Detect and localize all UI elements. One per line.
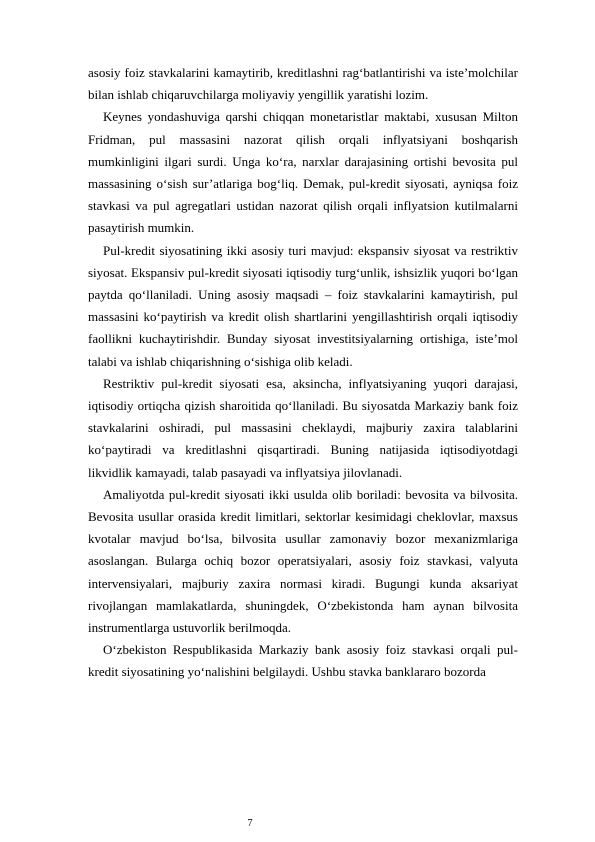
paragraph-policy-types: Pul-kredit siyosatining ikki asosiy turi mavjud: ekspansiv siyosat va restriktiv siyosat. Ekspansiv pul-kredit siyosati iqtisodiy turg‘unlik, ishsizlik yuqori bo‘lgan paytda qo‘llaniladi. Uning asosiy maqsadi – foiz stavkalarini kamaytirish, pul massasini ko‘paytirish va kredit olish shartlarini yengillashtirish orqali iqtisodiy faollikni kuchaytirishdir. Bunday siyosat investitsiyalarning ortishiga, iste’mol talabi va ishlab chiqarishning o‘sishiga olib keladi. bbox=[88, 242, 518, 369]
paragraph-continuation: asosiy foiz stavkalarini kamaytirib, kreditlashni rag‘batlantirishi va iste’molchilar bilan ishlab chiqaruvchilarga moliyaviy yengillik yaratishi lozim. bbox=[88, 65, 518, 103]
paragraph-uzbekistan-central-bank: O‘zbekiston Respublikasida Markaziy bank asosiy foiz stavkasi orqali pul-kredit siyosatining yo‘nalishini belgilaydi. Ushbu stavka banklararo bozorda bbox=[88, 642, 518, 680]
document-page bbox=[88, 62, 518, 684]
paragraph-monetarists: Keynes yondashuviga qarshi chiqqan monetaristlar maktabi, xususan Milton Fridman, pul massasini nazorat qilish orqali inflyatsiyani boshqarish mumkinligini ilgari surdi. Unga ko‘ra, narxlar darajasining ortishi bevosita pul massasining o‘sish sur’atlariga bog‘liq. Demak, pul-kredit siyosati, ayniqsa foiz stavkasi va pul agregatlari ustidan nazorat qilish orqali inflyatsion kutilmalarni pasaytirish mumkin. bbox=[88, 109, 518, 236]
page-number: 7 bbox=[247, 818, 253, 829]
paragraph-restrictive-policy: Restriktiv pul-kredit siyosati esa, aksincha, inflyatsiyaning yuqori darajasi, iqtisodiy ortiqcha qizish sharoitida qo‘llaniladi. Bu siyosatda Markaziy bank foiz stavkalarini oshiradi, pul massasini cheklaydi, majburiy zaxira talablarini ko‘paytiradi va kreditlashni qisqartiradi. Buning natijasida iqtisodiyotdagi likvidlik kamayadi, talab pasayadi va inflyatsiya jilovlanadi. bbox=[88, 375, 518, 480]
paragraph-policy-methods: Amaliyotda pul-kredit siyosati ikki usulda olib boriladi: bevosita va bilvosita. Bevosita usullar orasida kredit limitlari, sektorlar kesimidagi cheklovlar, maxsus kvotalar mavjud bo‘lsa, bilvosita usullar zamonaviy bozor mexanizmlariga asoslangan. Bularga ochiq bozor operatsiyalari, asosiy foiz stavkasi, valyuta intervensiyalari, majburiy zaxira normasi kiradi. Bugungi kunda aksariyat rivojlangan mamlakatlarda, shuningdek, O‘zbekistonda ham aynan bilvosita instrumentlarga ustuvorlik berilmoqda. bbox=[88, 486, 518, 636]
